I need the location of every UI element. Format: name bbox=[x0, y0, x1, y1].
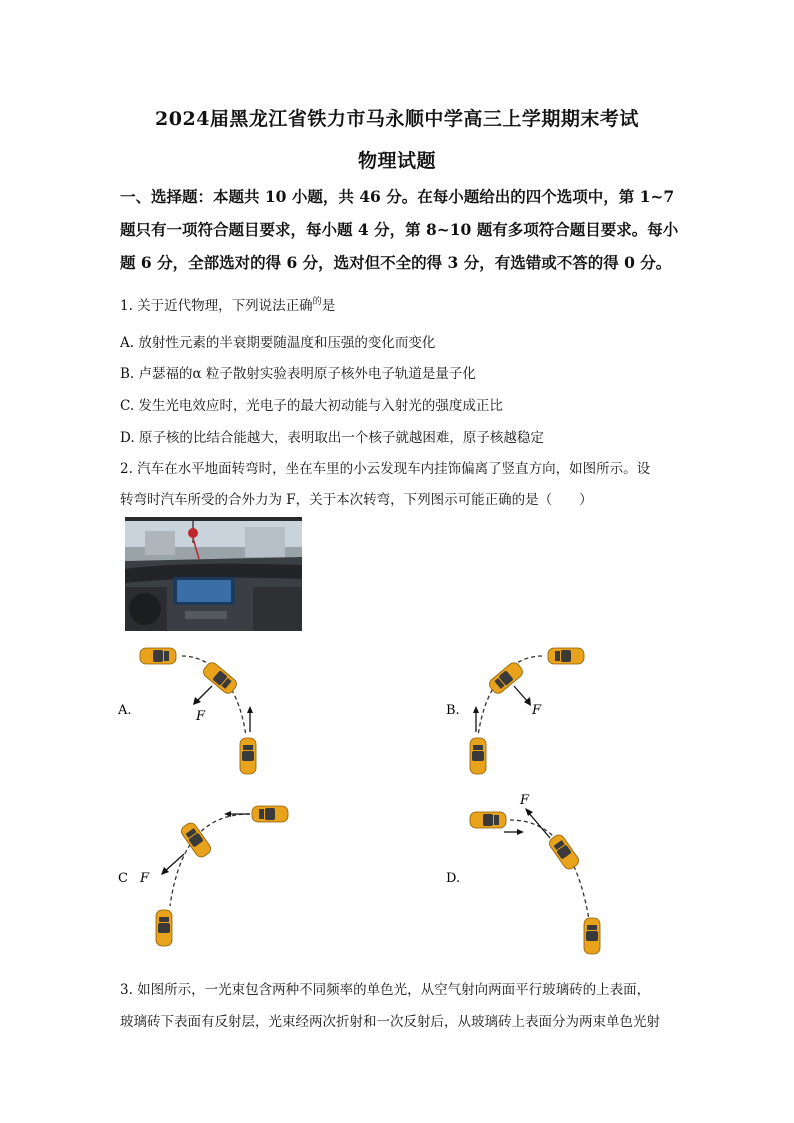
question-1-option-d: D. 原子核的比结合能越大，表明取出一个核子就越困难，原子核越稳定 bbox=[120, 430, 544, 446]
car-icon bbox=[584, 918, 600, 954]
question-1-option-a: A. 放射性元素的半衰期要随温度和压强的变化而变化 bbox=[120, 335, 436, 351]
force-label: F bbox=[532, 703, 542, 718]
diagram-d bbox=[438, 786, 618, 961]
car-icon bbox=[140, 648, 176, 664]
car-interior-photo bbox=[125, 517, 302, 631]
option-label: D. bbox=[446, 871, 461, 886]
car-icon bbox=[547, 833, 581, 872]
diagram-b bbox=[438, 640, 608, 780]
section-line: 题只有一项符合题目要求，每小题 4 分，第 8~10 题有多项符合题目要求。每小 bbox=[120, 220, 679, 239]
section-instructions bbox=[120, 180, 680, 279]
force-arrow bbox=[514, 686, 528, 702]
car-icon bbox=[240, 738, 256, 774]
force-label: F bbox=[140, 871, 150, 886]
stem-superscript: 的 bbox=[312, 297, 322, 307]
question-2-line-2: 转弯时汽车所受的合外力为 F，关于本次转弯，下列图示可能正确的是（ ） bbox=[120, 492, 593, 508]
page-subtitle: 物理试题 bbox=[357, 150, 436, 172]
car-icon bbox=[252, 806, 288, 822]
car-icon bbox=[548, 648, 584, 664]
force-label: F bbox=[520, 793, 530, 808]
stem-text: 1. 关于近代物理，下列说法正确 bbox=[120, 298, 313, 314]
option-label: B. bbox=[446, 703, 460, 718]
question-1-option-b: B. 卢瑟福的α 粒子散射实验表明原子核外电子轨道是量子化 bbox=[120, 366, 476, 382]
stem-text-end: 是 bbox=[321, 298, 336, 314]
force-arrow bbox=[528, 812, 550, 838]
question-1-stem bbox=[120, 294, 335, 314]
section-line: 题 6 分，全部选对的得 6 分，选对但不全的得 3 分，有选错或不答的得 0 分。 bbox=[120, 253, 672, 272]
force-arrow bbox=[164, 854, 184, 872]
question-3-line-1: 3. 如图所示，一光束包含两种不同频率的单色光，从空气射向两面平行玻璃砖的上表面， bbox=[120, 982, 651, 998]
diagram-c bbox=[110, 796, 290, 956]
car-icon bbox=[156, 910, 172, 946]
diagram-a bbox=[110, 640, 280, 780]
ornament-icon bbox=[188, 528, 198, 538]
option-label: A. bbox=[118, 703, 132, 718]
question-2-line-1: 2. 汽车在水平地面转弯时，坐在车里的小云发现车内挂饰偏离了竖直方向，如图所示。设 bbox=[120, 461, 651, 477]
question-3-line-2: 玻璃砖下表面有反射层，光束经两次折射和一次反射后，从玻璃砖上表面分为两束单色光射 bbox=[120, 1014, 660, 1030]
car-interior-illustration bbox=[125, 517, 302, 631]
car-icon bbox=[487, 660, 525, 695]
force-label: F bbox=[196, 709, 206, 724]
section-line: 一、选择题：本题共 10 小题，共 46 分。在每小题给出的四个选项中，第 1~7 bbox=[120, 187, 675, 206]
question-1-option-c: C. 发生光电效应时，光电子的最大初动能与入射光的强度成正比 bbox=[120, 398, 503, 414]
car-icon bbox=[470, 738, 486, 774]
option-label: C bbox=[118, 871, 128, 886]
page-title: 2024届黑龙江省铁力市马永顺中学高三上学期期末考试 bbox=[155, 108, 639, 130]
car-icon bbox=[470, 812, 506, 828]
force-arrow bbox=[196, 686, 212, 702]
